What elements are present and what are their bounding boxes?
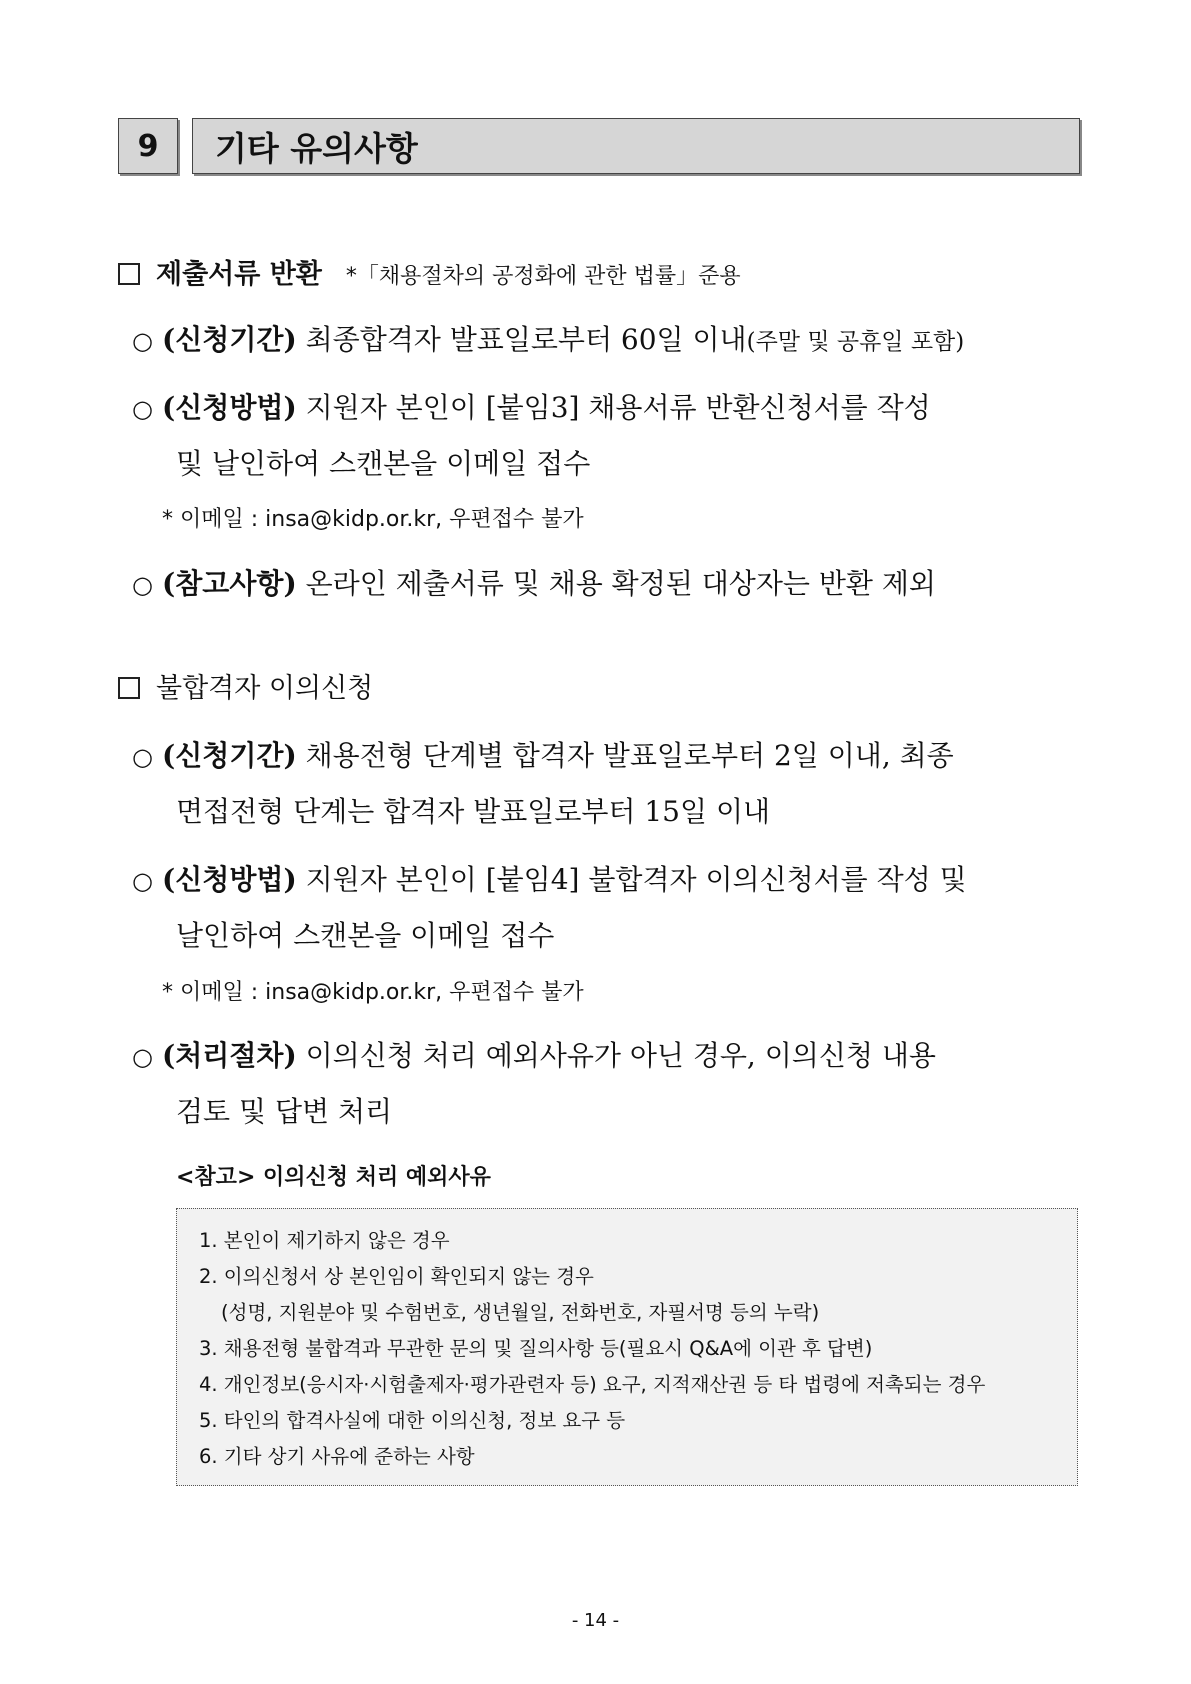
- item-text: 지원자 본인이 [붙임4] 불합격자 이의신청서를 작성 및: [296, 863, 967, 896]
- appeal-item-period: [132, 734, 954, 774]
- return-docs-heading-note: *「채용절차의 공정화에 관한 법률」준용: [345, 264, 741, 289]
- reference-item: 2. 이의신청서 상 본인임이 확인되지 않는 경우: [199, 1265, 594, 1288]
- reference-item: 4. 개인정보(응시자·시험출제자·평가관련자 등) 요구, 지적재산권 등 타 법령에 저촉되는 경우: [199, 1373, 986, 1396]
- checkbox-square-icon: [118, 677, 140, 699]
- circle-bullet-icon: ○: [132, 571, 153, 599]
- return-docs-item-period: [132, 318, 964, 358]
- item-label: (참고사항): [162, 567, 297, 600]
- reference-item: 5. 타인의 합격사실에 대한 이의신청, 정보 요구 등: [199, 1409, 626, 1432]
- item-label: (신청기간): [162, 323, 297, 356]
- reference-box: [176, 1208, 1078, 1486]
- reference-item-detail: (성명, 지원분야 및 수험번호, 생년월일, 전화번호, 자필서명 등의 누락): [221, 1301, 820, 1324]
- circle-bullet-icon: ○: [132, 1043, 153, 1071]
- return-docs-heading-row: [118, 252, 741, 291]
- reference-item: 1. 본인이 제기하지 않은 경우: [199, 1229, 450, 1252]
- circle-bullet-icon: ○: [132, 743, 153, 771]
- item-label: (신청기간): [162, 739, 297, 772]
- item-text: 지원자 본인이 [붙임3] 채용서류 반환신청서를 작성: [296, 391, 931, 424]
- section-title: 기타 유의사항: [192, 118, 1080, 174]
- appeal-heading-row: [118, 666, 373, 705]
- item-label: (처리절차): [162, 1039, 297, 1072]
- appeal-item-method-cont: 날인하여 스캔본을 이메일 접수: [176, 919, 555, 952]
- return-docs-item-notes: [132, 562, 936, 602]
- appeal-item-period-cont: 면접전형 단계는 합격자 발표일로부터 15일 이내: [176, 795, 771, 828]
- item-label: (신청방법): [162, 391, 297, 424]
- appeal-heading: 불합격자 이의신청: [156, 673, 374, 704]
- item-text: 채용전형 단계별 합격자 발표일로부터 2일 이내, 최종: [296, 739, 954, 772]
- return-docs-item-method: [132, 386, 931, 426]
- page-number: - 14 -: [571, 1610, 620, 1631]
- item-label: (신청방법): [162, 863, 297, 896]
- reference-item: 6. 기타 상기 사유에 준하는 사항: [199, 1445, 475, 1468]
- checkbox-square-icon: [118, 263, 140, 285]
- return-docs-email-note: * 이메일 : insa@kidp.or.kr, 우편접수 불가: [162, 507, 584, 532]
- circle-bullet-icon: ○: [132, 395, 153, 423]
- item-small-text: (주말 및 공휴일 포함): [746, 329, 965, 355]
- reference-title: <참고> 이의신청 처리 예외사유: [176, 1165, 491, 1190]
- item-text: 온라인 제출서류 및 채용 확정된 대상자는 반환 제외: [296, 567, 936, 600]
- circle-bullet-icon: ○: [132, 327, 153, 355]
- appeal-item-process-cont: 검토 및 답변 처리: [176, 1095, 393, 1128]
- reference-item: 3. 채용전형 불합격과 무관한 문의 및 질의사항 등(필요시 Q&A에 이관 후 답변): [199, 1337, 873, 1360]
- appeal-email-note: * 이메일 : insa@kidp.or.kr, 우편접수 불가: [162, 980, 584, 1005]
- circle-bullet-icon: ○: [132, 867, 153, 895]
- item-text: 최종합격자 발표일로부터 60일 이내: [296, 323, 747, 356]
- return-docs-heading: 제출서류 반환: [156, 259, 322, 290]
- section-number: 9: [118, 118, 178, 174]
- item-text: 이의신청 처리 예외사유가 아닌 경우, 이의신청 내용: [296, 1039, 936, 1072]
- return-docs-item-method-cont: 및 날인하여 스캔본을 이메일 접수: [176, 447, 591, 480]
- appeal-item-method: [132, 858, 967, 898]
- appeal-item-process: [132, 1034, 936, 1074]
